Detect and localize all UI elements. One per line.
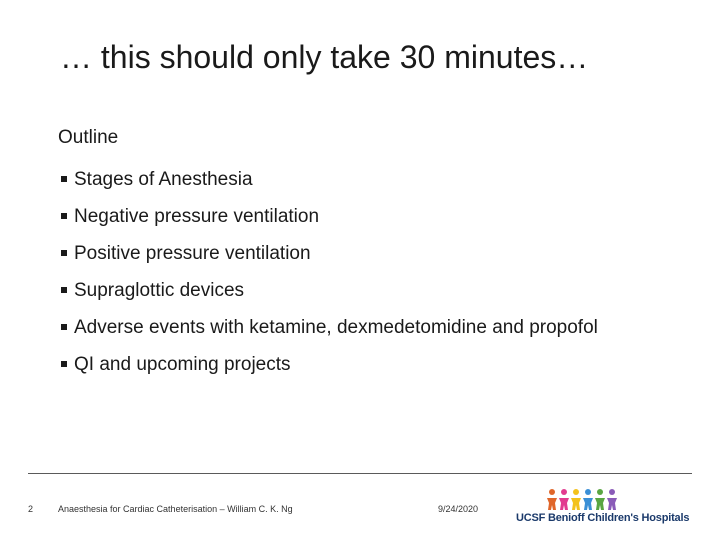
ucsf-logo: [516, 488, 694, 528]
bullet-square-icon: [61, 213, 67, 219]
outline-heading: Outline: [58, 127, 119, 148]
bullet-list: [61, 161, 598, 383]
bullet-text: Adverse events with ketamine, dexmedetomidine and propofol: [74, 316, 598, 338]
figure-head: [549, 489, 555, 495]
bullet-item: [61, 346, 598, 383]
bullet-text: QI and upcoming projects: [74, 353, 291, 375]
children-figures-icon: [546, 488, 626, 512]
figure-head: [561, 489, 567, 495]
bullet-item: [61, 235, 598, 272]
figure-head: [585, 489, 591, 495]
footer-divider: [28, 473, 692, 474]
figure-body: [583, 498, 593, 510]
bullet-text: Supraglottic devices: [74, 279, 245, 301]
figure-body: [571, 498, 581, 510]
bullet-text: Positive pressure ventilation: [74, 242, 311, 264]
figure-body: [547, 498, 557, 510]
figure-head: [597, 489, 603, 495]
figure-head: [609, 489, 615, 495]
bullet-square-icon: [61, 287, 67, 293]
figure-body: [607, 498, 617, 510]
bullet-item: [61, 272, 598, 309]
bullet-item: [61, 161, 598, 198]
bullet-square-icon: [61, 250, 67, 256]
bullet-square-icon: [61, 176, 67, 182]
footer-caption: Anaesthesia for Cardiac Catheterisation – William C. K. Ng: [58, 504, 293, 514]
slide-title: … this should only take 30 minutes…: [60, 39, 589, 75]
bullet-text: Negative pressure ventilation: [74, 205, 320, 227]
figure-body: [595, 498, 605, 510]
logo-text: UCSF Benioff Children's Hospitals: [516, 512, 690, 524]
bullet-square-icon: [61, 324, 67, 330]
bullet-item: [61, 198, 598, 235]
figure-head: [573, 489, 579, 495]
bullet-item: [61, 309, 598, 346]
bullet-square-icon: [61, 361, 67, 367]
page-number: 2: [28, 504, 34, 514]
footer-date: 9/24/2020: [438, 504, 479, 514]
bullet-text: Stages of Anesthesia: [74, 168, 253, 190]
figure-body: [559, 498, 569, 510]
